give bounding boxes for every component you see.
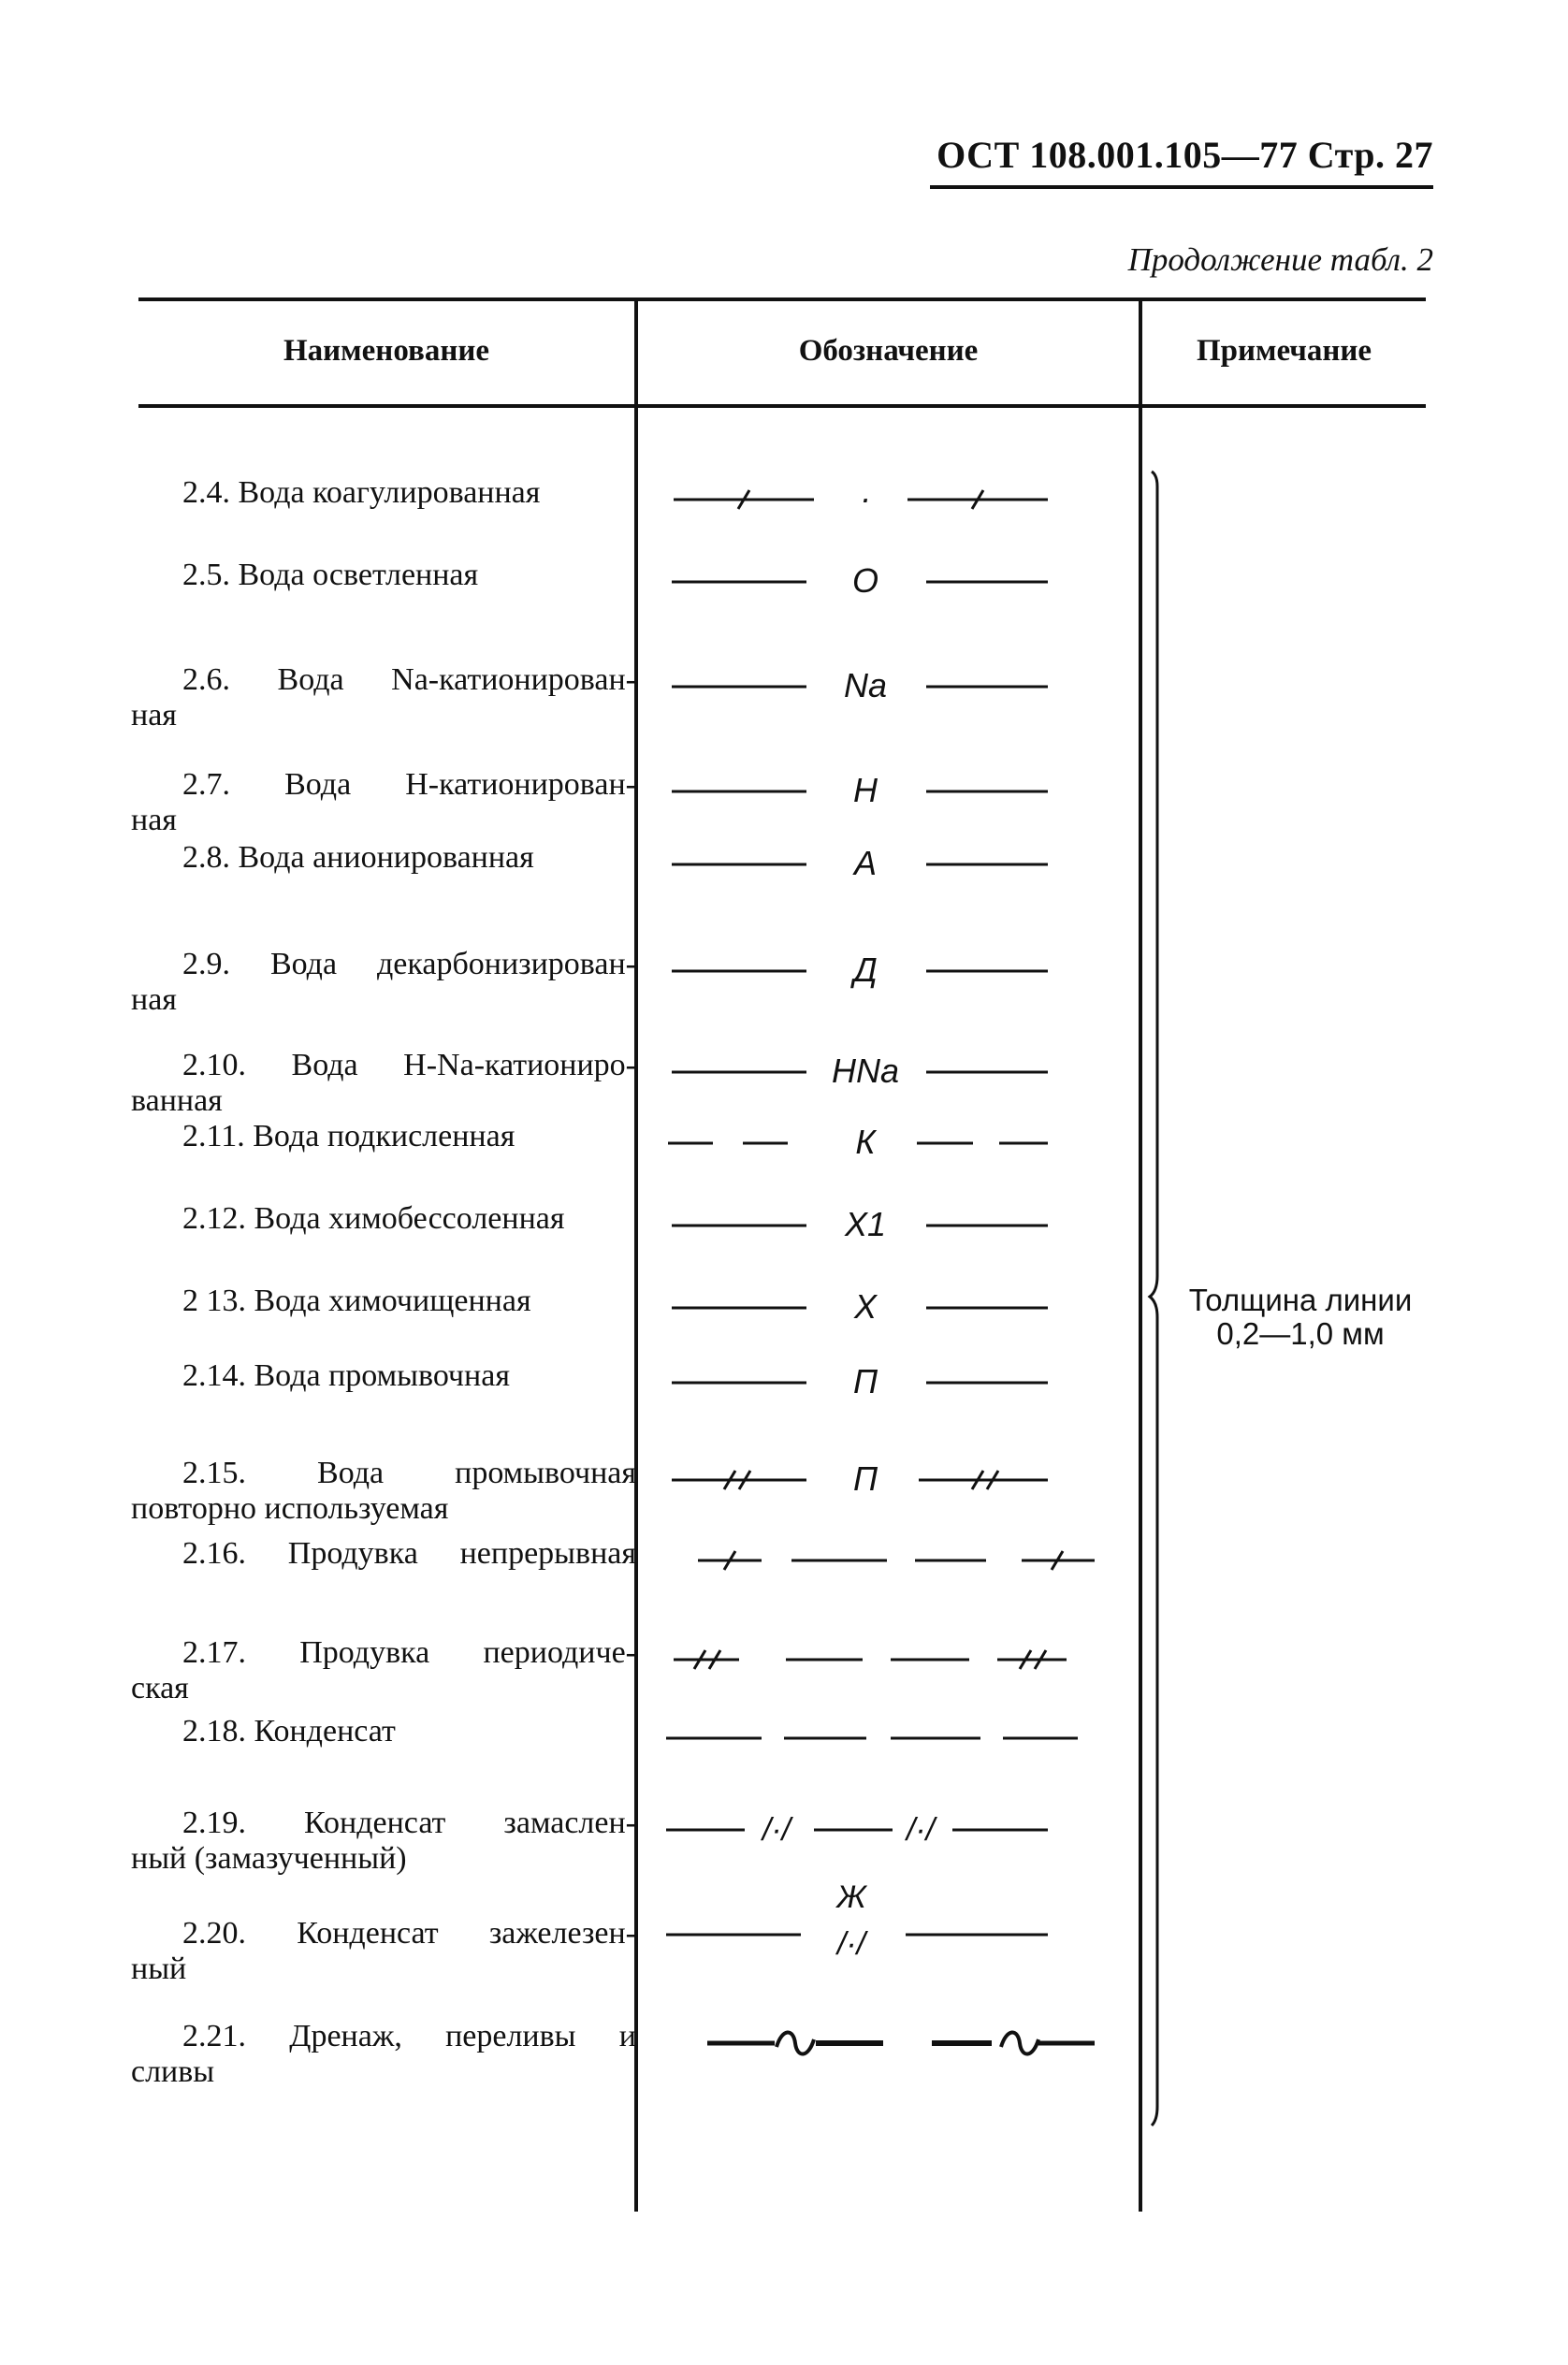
row-name-continued: ная bbox=[131, 982, 177, 1017]
row-name-continued: повторно используемая bbox=[131, 1491, 449, 1526]
row-name: Вода промывочная bbox=[254, 1358, 510, 1393]
row-name: Вода осветленная bbox=[238, 558, 479, 592]
symbol-label: К bbox=[855, 1123, 876, 1161]
table-row bbox=[131, 2019, 636, 2090]
table-row bbox=[131, 558, 636, 593]
column-head-note: Примечание bbox=[1196, 334, 1372, 368]
line-symbols bbox=[655, 440, 1123, 2124]
row-number: 2.15. bbox=[182, 1456, 246, 1490]
symbol-label: А bbox=[853, 844, 878, 882]
row-number: 2.12. bbox=[182, 1201, 246, 1236]
row-name: Продувка периодиче- bbox=[299, 1635, 636, 1670]
document-code: ОСТ 108.001.105—77 Стр. 27 bbox=[936, 134, 1433, 176]
table-row bbox=[131, 1714, 636, 1749]
row-name-continued: ванная bbox=[131, 1083, 223, 1118]
symbol-label: · bbox=[860, 479, 871, 517]
column-head-symbol: Обозначение bbox=[798, 334, 979, 368]
row-name: Дренаж, переливы и bbox=[289, 2019, 636, 2053]
row-name: Вода H-Na-катиониро- bbox=[291, 1048, 636, 1082]
column-head-name: Наименование bbox=[283, 334, 489, 368]
row-name: Конденсат bbox=[254, 1714, 396, 1748]
table-row bbox=[131, 1358, 636, 1394]
wave-icon bbox=[1001, 2032, 1038, 2053]
row-name: Вода подкисленная bbox=[253, 1119, 515, 1153]
note-line-1: Толщина линии bbox=[1188, 1283, 1413, 1317]
row-name: Вода химочищенная bbox=[254, 1284, 531, 1318]
symbol-label: О bbox=[851, 561, 879, 600]
row-number: 2.6. bbox=[182, 662, 230, 697]
note-line-2: 0,2—1,0 мм bbox=[1216, 1316, 1385, 1351]
symbol-label: /·/ bbox=[836, 1926, 866, 1962]
table-row bbox=[131, 1916, 636, 1987]
row-number: 2.21. bbox=[182, 2019, 246, 2053]
row-name: Продувка непрерывная bbox=[287, 1536, 637, 1571]
table-row bbox=[131, 662, 636, 733]
table-continuation-label: Продолжение табл. 2 bbox=[1127, 241, 1433, 278]
row-name-continued: ская bbox=[131, 1671, 189, 1705]
row-name: Конденсат зажелезен- bbox=[297, 1916, 636, 1951]
symbol-label: Н bbox=[853, 771, 878, 809]
table-row bbox=[131, 1635, 636, 1706]
row-name: Конденсат замаслен- bbox=[304, 1806, 636, 1840]
row-name: Вода анионированная bbox=[238, 840, 534, 875]
row-number: 2.5. bbox=[182, 558, 230, 592]
row-number: 2.17. bbox=[182, 1635, 246, 1670]
row-name-continued: ный bbox=[131, 1951, 187, 1986]
symbol-label: HNa bbox=[831, 1052, 900, 1090]
wave-icon bbox=[777, 2032, 814, 2053]
table-row bbox=[131, 767, 636, 838]
table-row bbox=[131, 840, 636, 876]
symbol-label: /·/ bbox=[906, 1812, 936, 1848]
row-name: Вода коагулированная bbox=[238, 475, 541, 510]
row-number: 2.11. bbox=[182, 1119, 245, 1153]
table-row bbox=[131, 1806, 636, 1877]
row-number: 2.10. bbox=[182, 1048, 246, 1082]
row-name-continued: ная bbox=[131, 803, 177, 837]
symbol-label: П bbox=[852, 1362, 878, 1400]
column-divider-2 bbox=[1139, 299, 1142, 2212]
row-number: 2.7. bbox=[182, 767, 230, 802]
table-row bbox=[131, 475, 636, 511]
row-number: 2 13. bbox=[182, 1284, 246, 1318]
symbol-label: Х bbox=[853, 1287, 878, 1326]
header-underline bbox=[930, 185, 1433, 189]
row-name-continued: ный (замазученный) bbox=[131, 1841, 407, 1876]
symbol-label: П bbox=[852, 1459, 878, 1498]
table-row bbox=[131, 1119, 636, 1154]
table-row bbox=[131, 1536, 636, 1572]
row-name-continued: ная bbox=[131, 698, 177, 733]
symbol-label: Na bbox=[843, 666, 888, 704]
row-number: 2.20. bbox=[182, 1916, 246, 1951]
table-top-rule bbox=[138, 297, 1426, 301]
symbol-label: Х1 bbox=[844, 1205, 887, 1243]
row-name-continued: сливы bbox=[131, 2054, 215, 2089]
table-row bbox=[131, 1048, 636, 1119]
row-number: 2.8. bbox=[182, 840, 230, 875]
row-name: Вода Na-катионирован- bbox=[277, 662, 636, 697]
row-number: 2.14. bbox=[182, 1358, 246, 1393]
note-text bbox=[1151, 1284, 1450, 1351]
row-number: 2.16. bbox=[182, 1536, 246, 1571]
row-name: Вода химобессоленная bbox=[254, 1201, 565, 1236]
row-number: 2.9. bbox=[182, 947, 230, 981]
row-name: Вода H-катионирован- bbox=[284, 767, 636, 802]
row-name: Вода промывочная bbox=[317, 1456, 636, 1490]
table-row bbox=[131, 947, 636, 1018]
symbol-label: Д bbox=[853, 950, 878, 989]
table-row bbox=[131, 1201, 636, 1237]
symbol-label: Ж bbox=[836, 1879, 866, 1915]
row-number: 2.4. bbox=[182, 475, 230, 510]
table-row bbox=[131, 1284, 636, 1319]
row-name: Вода декарбонизирован- bbox=[269, 947, 636, 981]
row-number: 2.18. bbox=[182, 1714, 246, 1748]
table-row bbox=[131, 1456, 636, 1527]
symbol-label: /·/ bbox=[762, 1812, 791, 1848]
table-header-bottom-rule bbox=[138, 404, 1426, 408]
row-number: 2.19. bbox=[182, 1806, 246, 1840]
